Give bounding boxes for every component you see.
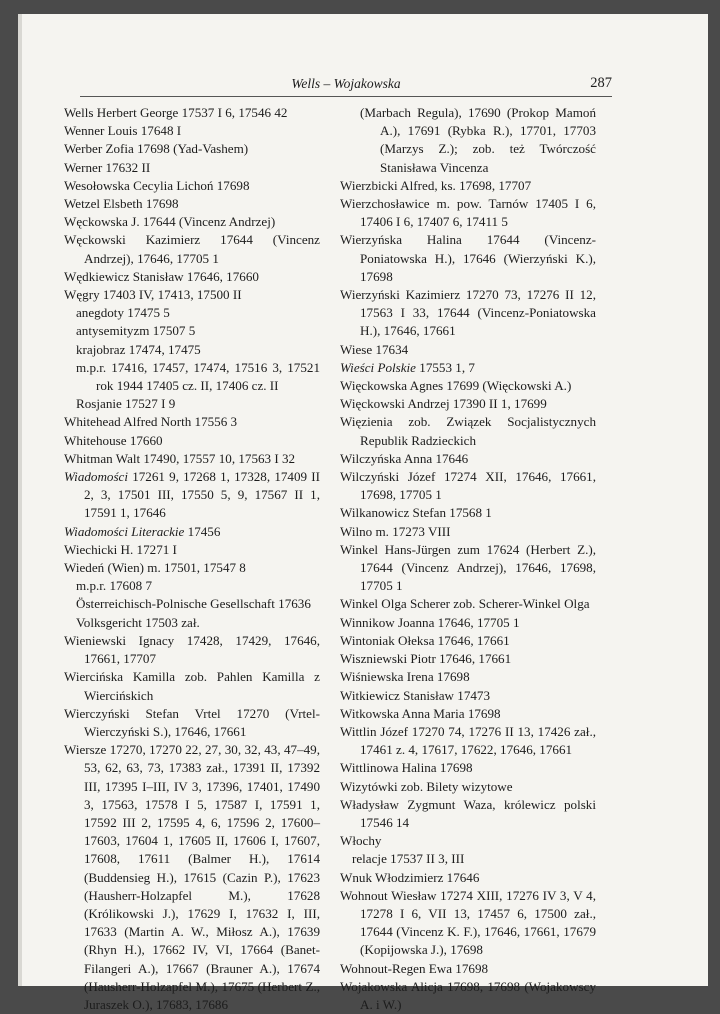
entry-text: relacje 17537 II 3, III [352, 851, 465, 867]
entry-text: Wiese 17634 [340, 341, 409, 357]
entry-text: Wilkanowicz Stefan 17568 1 [340, 505, 492, 521]
index-entry [340, 723, 596, 759]
index-entry [64, 614, 320, 632]
index-entry [64, 577, 320, 595]
index-entry [64, 668, 320, 704]
entry-title: Wiadomości Literackie [64, 523, 185, 539]
index-entry [64, 122, 320, 140]
index-entry [340, 668, 596, 686]
index-entry [64, 559, 320, 577]
right-column [340, 104, 596, 1014]
index-entry [340, 286, 596, 341]
index-entry [64, 140, 320, 158]
entry-text: m.p.r. 17608 7 [76, 578, 153, 594]
index-entry [340, 960, 596, 978]
entry-text: Wiersze 17270, 17270 22, 27, 30, 32, 43, 47–49, 53, 62, 63, 73, 17383 zał., 17391 II, 17392 III, 17395 I–III, IV 3, 17396, 17401, 17490 3, 17563, 17578 I 5, 17587 I, 17591 1, 17592 III 2, 17595 4, 6, 17596 2, 17600–17603, 17604 1, 17605 II, 17606 I, 17607, 17608, 17611 (Balmer H.), 17614 (Buddensieg H.), 17615 (Cazin P.), 17623 (Hausherr-Holzapfel M.), 17628 (Królikowski J.), 17629 I, 17632 I, III, 17633 (Martin A. W., Miłosz A.), 17639 (Rhyn H.), 17662 IV, VI, 17664 (Banet-Filangeri A.), 17667 (Brauner A.), 17674 (Hausherr-Holzapfel M.), 17675 (Herbert Z., Juraszek O.), 17683, 17686 [64, 742, 320, 1012]
entry-text: Österreichisch-Polnische Gesellschaft 17636 [76, 596, 311, 612]
entry-text: m.p.r. 17416, 17457, 17474, 17516 3, 17521 rok 1944 17405 cz. II, 17406 cz. II [76, 359, 320, 394]
entry-text: Wesołowska Cecylia Lichoń 17698 [64, 177, 250, 193]
entry-text: Wintoniak Ołeksa 17646, 17661 [340, 632, 510, 648]
entry-text: Wieniewski Ignacy 17428, 17429, 17646, 17661, 17707 [64, 632, 320, 667]
entry-text: Wittlin Józef 17270 74, 17276 II 13, 17426 zał., 17461 z. 4, 17617, 17622, 17646, 17661 [340, 723, 596, 758]
entry-text: anegdoty 17475 5 [76, 305, 170, 321]
entry-text: Wiedeń (Wien) m. 17501, 17547 8 [64, 560, 246, 576]
index-entry [64, 468, 320, 523]
entry-title: Wiadomości [64, 469, 129, 485]
index-columns [64, 104, 596, 1012]
entry-text: Wiśniewska Irena 17698 [340, 669, 470, 685]
index-entry [340, 687, 596, 705]
index-entry [64, 231, 320, 267]
entry-text: Wilno m. 17273 VIII [340, 523, 451, 539]
index-entry [340, 468, 596, 504]
index-entry [64, 322, 320, 340]
entry-text: Wiercińska Kamilla zob. Pahlen Kamilla z Wiercińskich [64, 669, 320, 703]
entry-text: Whitehead Alfred North 17556 3 [64, 414, 238, 430]
index-entry [340, 341, 596, 359]
index-entry [64, 341, 320, 359]
entry-text: krajobraz 17474, 17475 [76, 341, 201, 357]
index-entry [64, 432, 320, 450]
entry-text: Wohnout-Regen Ewa 17698 [340, 960, 489, 976]
entry-text: Winnikow Joanna 17646, 17705 1 [340, 614, 520, 630]
entry-text: Wilczyńska Anna 17646 [340, 450, 469, 466]
entry-text: Witkowska Anna Maria 17698 [340, 705, 501, 721]
entry-text: Werner 17632 II [64, 159, 151, 175]
index-entry [340, 978, 596, 1014]
running-head: Wells – Wojakowska [291, 76, 401, 91]
entry-text: Wierczyński Stefan Vrtel 17270 (Vrtel-Wierczyński S.), 17646, 17661 [64, 705, 320, 739]
index-entry [340, 395, 596, 413]
entry-text: Wells Herbert George 17537 I 6, 17546 42 [64, 105, 288, 120]
index-entry [64, 286, 320, 304]
entry-text: 17261 9, 17268 1, 17328, 17409 II 2, 3, 17501 III, 17550 5, 9, 17567 II 1, 17591 1, 17646 [84, 469, 320, 521]
entry-text: Wittlinowa Halina 17698 [340, 760, 473, 776]
entry-text: Werber Zofia 17698 (Yad-Vashem) [64, 141, 249, 157]
index-entry [340, 413, 596, 449]
left-column [64, 104, 320, 1014]
index-entry [340, 869, 596, 887]
index-entry [340, 541, 596, 596]
index-entry [340, 796, 596, 832]
index-entry [340, 359, 596, 377]
entry-text: Więzienia zob. Związek Socjalistycznych Republik Radzieckich [340, 414, 596, 448]
entry-text: antysemityzm 17507 5 [76, 323, 196, 339]
index-entry [64, 413, 320, 431]
index-entry [64, 541, 320, 559]
entry-text: Włochy [340, 833, 382, 849]
entry-text: Winkel Hans-Jürgen zum 17624 (Herbert Z.), 17644 (Vincenz Andrzej), 17646, 17698, 17705 1 [340, 541, 596, 594]
entry-text: Wierzbicki Alfred, ks. 17698, 17707 [340, 177, 532, 193]
index-entry [340, 887, 596, 960]
entry-text: Wędkiewicz Stanisław 17646, 17660 [64, 268, 259, 284]
entry-text: Rosjanie 17527 I 9 [76, 396, 176, 412]
entry-text: Whitehouse 17660 [64, 432, 163, 448]
index-entry [340, 195, 596, 231]
entry-text: Więckowski Andrzej 17390 II 1, 17699 [340, 396, 547, 412]
index-entry [340, 832, 596, 850]
index-entry [340, 632, 596, 650]
index-entry [64, 159, 320, 177]
entry-text: Wiechicki H. 17271 I [64, 541, 177, 557]
entry-text: Wojakowska Alicja 17698, 17698 (Wojakowscy A. i W.) [340, 978, 596, 1012]
index-entry [64, 359, 320, 395]
index-entry [340, 523, 596, 541]
entry-text: Wierzchosławice m. pow. Tarnów 17405 I 6, 17406 I 6, 17407 6, 17411 5 [340, 196, 596, 230]
entry-title: Wieści Polskie [340, 359, 416, 375]
index-entry [64, 741, 320, 1014]
entry-text: Wierzyńska Halina 17644 (Vincenz-Poniatowska H.), 17646 (Wierzyński K.), 17698 [340, 232, 596, 284]
index-entry [340, 614, 596, 632]
entry-text: Wierzyński Kazimierz 17270 73, 17276 II 12, 17563 I 33, 17644 (Vincenz-Poniatowska H.), 17646, 17661 [340, 287, 596, 339]
index-entry [64, 523, 320, 541]
index-entry [64, 304, 320, 322]
index-entry [340, 177, 596, 195]
index-entry [340, 759, 596, 777]
entry-text: Węgry 17403 IV, 17413, 17500 II [64, 287, 242, 303]
entry-text: Winkel Olga Scherer zob. Scherer-Winkel Olga [340, 596, 590, 612]
entry-text: 17456 [184, 523, 221, 539]
index-entry [64, 177, 320, 195]
entry-text: Volksgericht 17503 zał. [76, 614, 200, 630]
index-entry [64, 268, 320, 286]
entry-text: Wohnout Wiesław 17274 XIII, 17276 IV 3, V 4, 17278 I 6, VII 13, 17457 6, 17500 zał., 17644 (Vincenz K. F.), 17646, 17661, 17679 (Kopijowska J.), 17698 [340, 887, 596, 958]
entry-text: Witkiewicz Stanisław 17473 [340, 687, 491, 703]
entry-text: Więckowska Agnes 17699 (Więckowski A.) [340, 378, 572, 394]
index-entry [340, 850, 596, 868]
index-entry [340, 104, 596, 177]
entry-text: Wetzel Elsbeth 17698 [64, 196, 179, 212]
entry-text: Węckowski Kazimierz 17644 (Vincenz Andrzej), 17646, 17705 1 [64, 232, 320, 266]
index-entry [340, 595, 596, 613]
index-entry [64, 213, 320, 231]
entry-text: Whitman Walt 17490, 17557 10, 17563 I 32 [64, 450, 296, 466]
index-entry [340, 650, 596, 668]
index-entry [340, 504, 596, 522]
page-number: 287 [590, 75, 612, 91]
index-entry [64, 595, 320, 613]
index-entry [64, 104, 320, 122]
index-entry [64, 395, 320, 413]
entry-text: 17553 1, 7 [416, 359, 475, 375]
entry-text: Władysław Zygmunt Waza, królewicz polski 17546 14 [340, 796, 596, 830]
entry-text: Wilczyński Józef 17274 XII, 17646, 17661, 17698, 17705 1 [340, 469, 596, 503]
entry-text: Wnuk Włodzimierz 17646 [340, 869, 480, 885]
index-entry [340, 450, 596, 468]
index-entry [340, 377, 596, 395]
index-entry [340, 778, 596, 796]
entry-text: Węckowska J. 17644 (Vincenz Andrzej) [64, 214, 276, 230]
entry-text: Wenner Louis 17648 I [64, 123, 182, 139]
index-entry [64, 195, 320, 213]
index-entry [64, 632, 320, 668]
index-entry [340, 231, 596, 286]
page-header [80, 72, 612, 97]
index-entry [64, 450, 320, 468]
entry-text: Wiszniewski Piotr 17646, 17661 [340, 651, 512, 667]
entry-text: (Marbach Regula), 17690 (Prokop Mamoń A.), 17691 (Rybka R.), 17701, 17703 (Marzys Z.); zob. też Twórczość Stanisława Vincenza [360, 105, 596, 175]
index-entry [64, 705, 320, 741]
index-entry [340, 705, 596, 723]
entry-text: Wizytówki zob. Bilety wizytowe [340, 778, 513, 794]
